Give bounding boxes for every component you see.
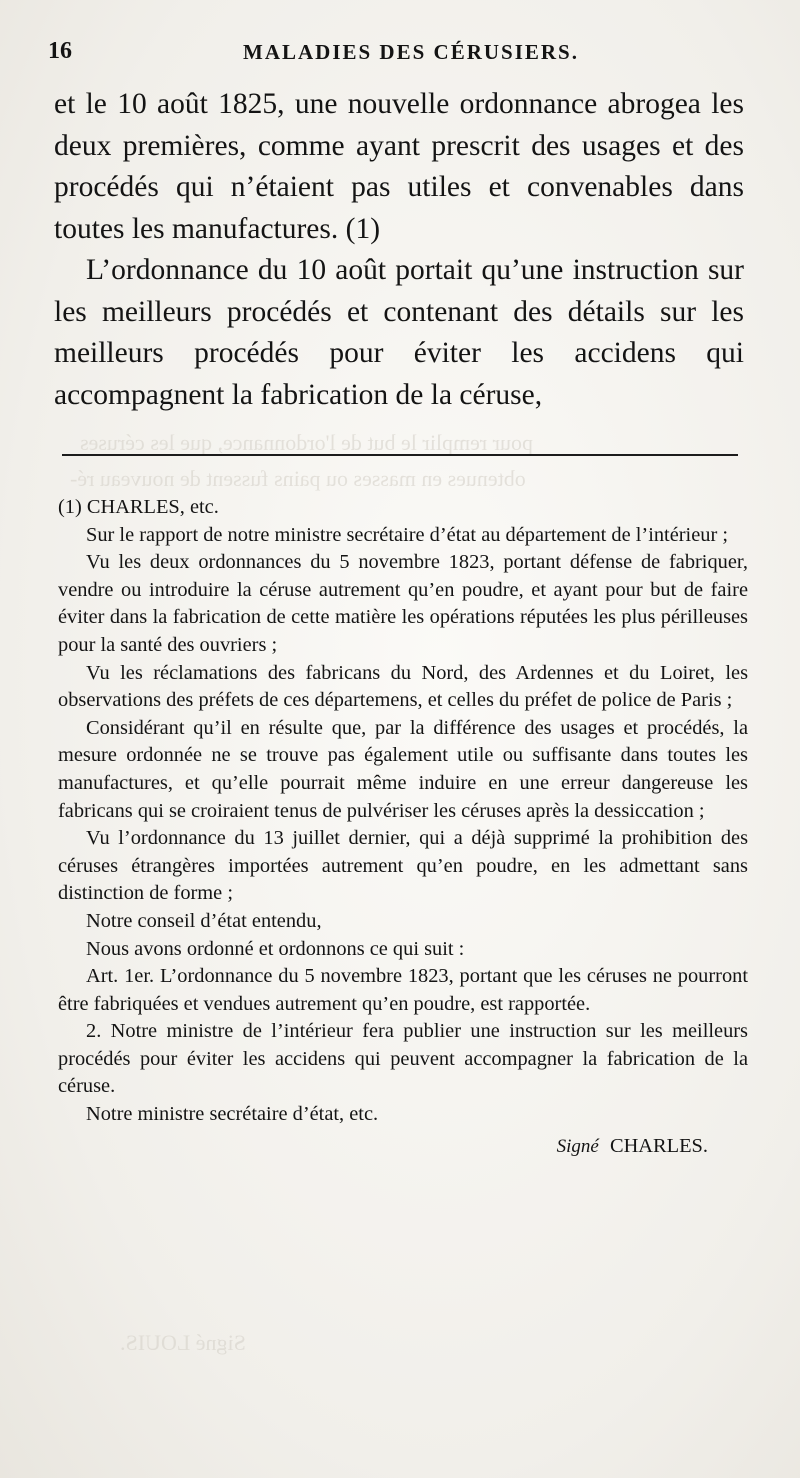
running-title: MALADIES DES CÉRUSIERS.	[243, 40, 579, 64]
footnote-paragraph: Vu les deux ordonnances du 5 novembre 1823, portant défense de fabriquer, vendre ou introduire la céruse autrement qu’en poudre, et ayant pour but de faire éviter dans la fabrication de cette matière les opérations réputées les plus périlleuses pour la santé des ouvriers ;	[58, 551, 748, 656]
footnote	[58, 494, 748, 1160]
footnote-separator	[62, 454, 738, 456]
page-header	[48, 38, 744, 72]
signature-line	[58, 1133, 748, 1161]
footnote-paragraph: Nous avons ordonné et ordonnons ce qui suit :	[86, 937, 465, 960]
footnote-paragraph: Notre conseil d’état entendu,	[86, 909, 322, 932]
bleed-through-text: obtenues en masses ou pains fussent de nouveau ré-	[70, 466, 526, 491]
signed-label: Signé	[556, 1135, 599, 1157]
bleed-through-text: Signé LOUIS.	[120, 1330, 246, 1355]
footnote-paragraph: Considérant qu’il en résulte que, par la différence des usages et procédés, la mesure ordonnée ne se trouve pas également utile ou suffisante dans toutes les manufactures, et qu’elle pourrait même induire en une erreur dangereuse les fabricans qui se croiraient tenus de pulvériser les céruses après la dessiccation ;	[58, 716, 748, 822]
main-text	[54, 84, 744, 416]
signed-name: CHARLES.	[609, 1134, 708, 1157]
paragraph: et le 10 août 1825, une nouvelle ordonnance abrogea les deux premières, comme ayant prescrit des usages et des procédés qui n’étaient pas utiles et convenables dans toutes les manufactures. (1)	[54, 88, 744, 245]
page-number: 16	[48, 38, 72, 64]
footnote-paragraph: Vu l’ordonnance du 13 juillet dernier, qui a déjà supprimé la prohibition des céruses étrangères importées autrement qu’en poudre, en les admettant sans distinction de forme ;	[58, 827, 748, 905]
bleed-through-text: pour remplir le but de l'ordonnance, que les céruses	[80, 430, 533, 455]
paragraph: L’ordonnance du 10 août portait qu’une instruction sur les meilleurs procédés et contenant des détails sur les meilleurs procédés pour éviter les accidens qui accompagnent la fabrication de la céruse,	[54, 254, 744, 411]
footnote-marker: (1) CHARLES, etc.	[58, 496, 219, 518]
footnote-paragraph: Notre ministre secrétaire d’état, etc.	[86, 1103, 379, 1126]
footnote-article: 2. Notre ministre de l’intérieur fera publier une instruction sur les meilleurs procédés pour éviter les accidens qui peuvent accompagner la fabrication de la céruse.	[58, 1020, 748, 1098]
footnote-article: Art. 1er. L’ordonnance du 5 novembre 1823, portant que les céruses ne pourront être fabriquées et vendues autrement qu’en poudre, est rapportée.	[58, 965, 748, 1015]
footnote-paragraph: Vu les réclamations des fabricans du Nord, des Ardennes et du Loiret, les observations des préfets de ces départemens, et celles du préfet de police de Paris ;	[58, 661, 748, 712]
footnote-paragraph: Sur le rapport de notre ministre secrétaire d’état au département de l’intérieur ;	[86, 523, 729, 546]
